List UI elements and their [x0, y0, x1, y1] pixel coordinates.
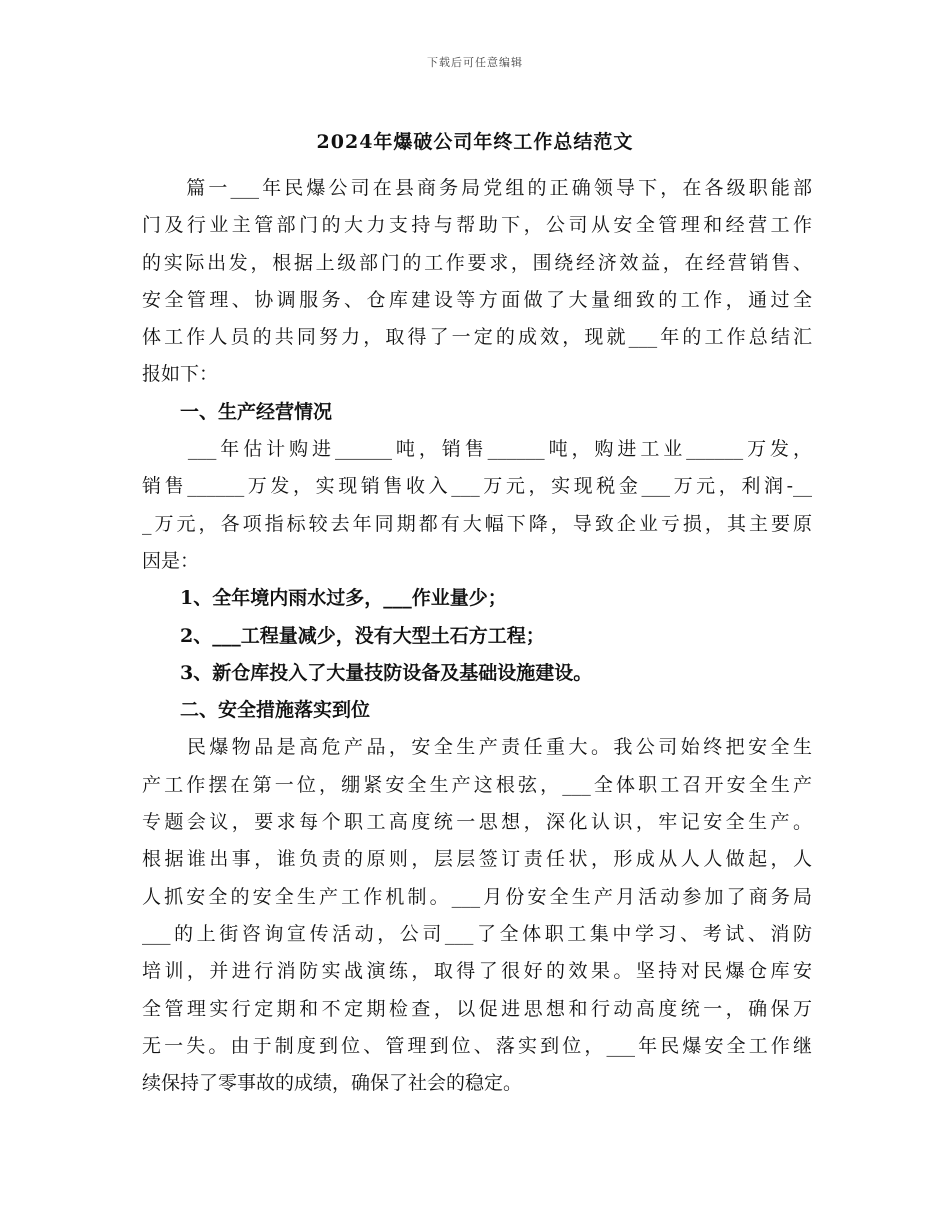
paragraph-line: 的实际出发，根据上级部门的工作要求，围绕经济效益，在经营销售、 — [142, 251, 812, 274]
document-body — [142, 170, 812, 1102]
section-heading-line: 二、安全措施落实到位 — [142, 699, 371, 722]
paragraph-line: ___年估计购进______吨，销售______吨，购进工业______万发， — [142, 438, 812, 461]
paragraph-line: 全管理实行定期和不定期检查，以促进思想和行动高度统一，确保万 — [142, 997, 812, 1020]
paragraph-line: 人抓安全的安全生产工作机制。___月份安全生产月活动参加了商务局 — [142, 885, 812, 908]
document-title: 2024年爆破公司年终工作总结范文 — [316, 131, 634, 153]
paragraph-line: _万元，各项指标较去年同期都有大幅下降，导致企业亏损，其主要原 — [142, 512, 812, 535]
section-heading-line: 3、新仓库投入了大量技防设备及基础设施建设。 — [142, 661, 593, 684]
section-heading-line: 2、___工程量减少，没有大型土石方工程； — [142, 624, 545, 647]
paragraph-line: 专题会议，要求每个职工高度统一思想，深化认识，牢记安全生产。 — [142, 811, 812, 834]
page-header-note: 下载后可任意编辑 — [427, 56, 523, 69]
section-heading-line: 1、全年境内雨水过多，___作业量少； — [142, 587, 507, 610]
paragraph-line: 篇一___年民爆公司在县商务局党组的正确领导下，在各级职能部 — [142, 177, 812, 199]
paragraph-line: 销售______万发，实现销售收入___万元，实现税金___万元，利润-__ — [142, 475, 812, 498]
paragraph-line: ___的上街咨询宣传活动，公司___了全体职工集中学习、考试、消防 — [142, 922, 812, 945]
paragraph-line: 因是： — [142, 549, 200, 572]
section-heading-line: 一、生产经营情况 — [142, 400, 333, 423]
paragraph-line: 产工作摆在第一位，绷紧安全生产这根弦，___全体职工召开安全生产 — [142, 773, 812, 796]
paragraph-line: 培训，并进行消防实战演练，取得了很好的效果。坚持对民爆仓库安 — [142, 960, 812, 983]
paragraph-line: 体工作人员的共同努力，取得了一定的成效，现就___年的工作总结汇 — [142, 326, 812, 349]
paragraph-line: 门及行业主管部门的大力支持与帮助下，公司从安全管理和经营工作 — [142, 214, 812, 237]
paragraph-line: 续保持了零事故的成绩，确保了社会的稳定。 — [142, 1072, 523, 1095]
paragraph-line: 报如下： — [142, 363, 219, 386]
paragraph-line: 民爆物品是高危产品，安全生产责任重大。我公司始终把安全生 — [142, 736, 812, 759]
paragraph-line: 根据谁出事，谁负责的原则，层层签订责任状，形成从人人做起，人 — [142, 848, 812, 871]
paragraph-line: 无一失。由于制度到位、管理到位、落实到位，___年民爆安全工作继 — [142, 1034, 812, 1057]
paragraph-line: 安全管理、协调服务、仓库建设等方面做了大量细致的工作，通过全 — [142, 288, 812, 311]
